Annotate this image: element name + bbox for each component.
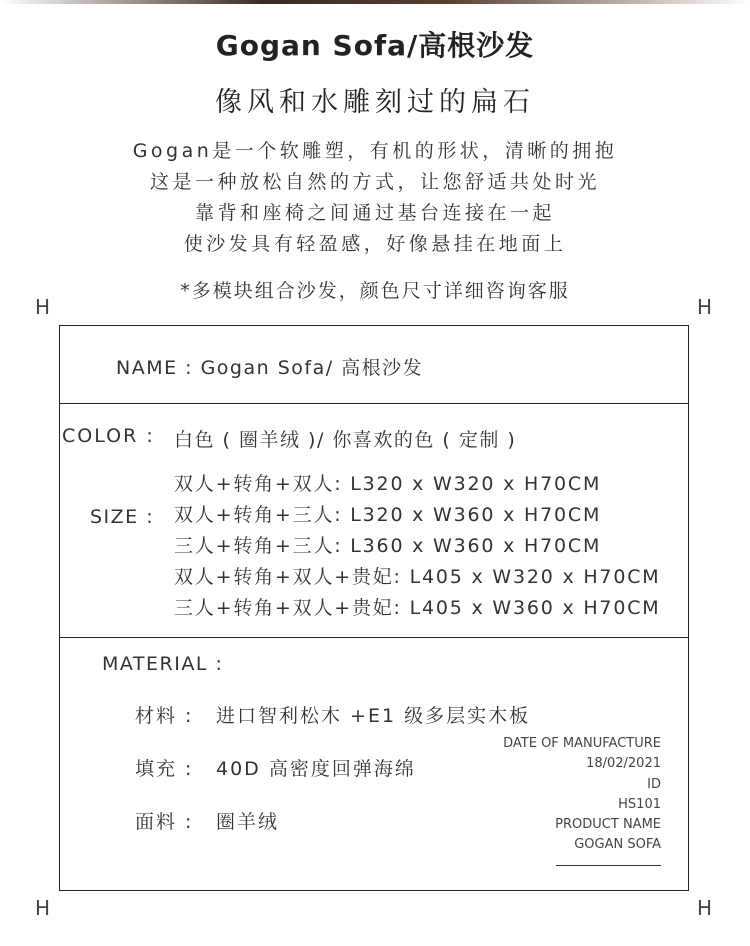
description bbox=[0, 136, 750, 260]
stamp-product-value: GOGAN SOFA bbox=[574, 837, 661, 853]
corner-mark-top-left: H bbox=[35, 295, 51, 319]
material-item-label: 填充 : bbox=[135, 758, 194, 780]
size-line: 三人+转角+三人: L360 x W360 x H70CM bbox=[174, 535, 602, 557]
size-line: 三人+转角+双人+贵妃: L405 x W360 x H70CM bbox=[174, 597, 661, 619]
stamp-id-value: HS101 bbox=[618, 796, 661, 812]
top-decorative-bar bbox=[0, 0, 750, 4]
row-divider bbox=[60, 403, 688, 404]
page-subtitle: 像风和水雕刻过的扁石 bbox=[215, 87, 535, 118]
stamp-id-label: ID bbox=[647, 776, 661, 792]
material-label: MATERIAL : bbox=[102, 653, 224, 675]
corner-mark-top-right: H bbox=[697, 295, 713, 319]
corner-mark-bottom-left: H bbox=[35, 896, 51, 920]
color-value: 白色 ( 圈羊绒 )/ 你喜欢的色 ( 定制 ) bbox=[174, 429, 517, 451]
material-item-value: 40D 高密度回弹海绵 bbox=[216, 758, 416, 780]
corner-mark-bottom-right: H bbox=[697, 896, 713, 920]
size-line: 双人+转角+三人: L320 x W360 x H70CM bbox=[174, 504, 602, 526]
size-label: SIZE : bbox=[90, 506, 155, 528]
description-line: 靠背和座椅之间通过基台连接在一起 bbox=[194, 202, 555, 224]
product-name: NAME : Gogan Sofa/ 高根沙发 bbox=[116, 357, 424, 379]
size-line: 双人+转角+双人+贵妃: L405 x W320 x H70CM bbox=[174, 566, 661, 588]
color-label: COLOR : bbox=[62, 425, 155, 447]
material-item-label: 面料 : bbox=[135, 811, 194, 833]
spec-table bbox=[59, 325, 689, 891]
page-title: Gogan Sofa/高根沙发 bbox=[215, 29, 535, 62]
description-line: 使沙发具有轻盈感，好像悬挂在地面上 bbox=[183, 233, 567, 255]
row-divider bbox=[60, 637, 688, 638]
description-line: Gogan是一个软雕塑，有机的形状，清晰的拥抱 bbox=[132, 140, 618, 162]
material-item-value: 圈羊绒 bbox=[216, 811, 280, 833]
stamp-date-value: 18/02/2021 bbox=[586, 756, 661, 772]
size-line: 双人+转角+双人: L320 x W320 x H70CM bbox=[174, 473, 602, 495]
material-item-value: 进口智利松木 +E1 级多层实木板 bbox=[216, 705, 531, 727]
material-item-label: 材料 : bbox=[135, 705, 194, 727]
description-line: 这是一种放松自然的方式，让您舒适共处时光 bbox=[149, 171, 600, 193]
manufacture-stamp bbox=[503, 734, 661, 856]
stamp-underline bbox=[556, 865, 661, 866]
stamp-date-label: DATE OF MANUFACTURE bbox=[503, 736, 661, 751]
module-note: *多模块组合沙发，颜色尺寸详细咨询客服 bbox=[180, 280, 570, 302]
stamp-product-label: PRODUCT NAME bbox=[555, 817, 661, 833]
